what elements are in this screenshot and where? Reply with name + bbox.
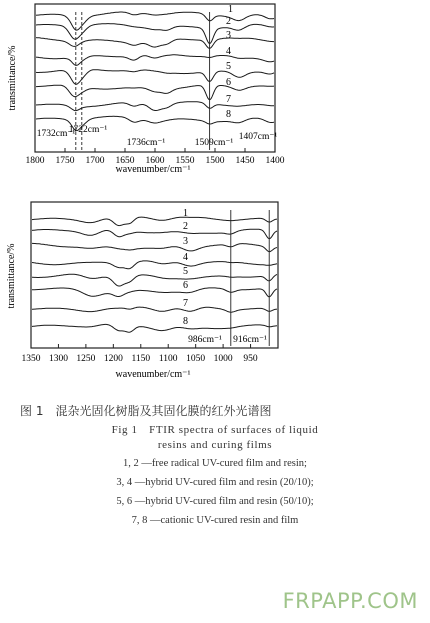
- watermark: FRPAPP.COM: [282, 589, 418, 613]
- spectrum-line-2: [32, 229, 277, 238]
- peak-annotations: [37, 125, 278, 148]
- spectra-series: [36, 12, 274, 131]
- x-axis-label: wavenumber/cm⁻¹: [115, 164, 191, 175]
- peak-annotation: 1732cm⁻¹: [36, 129, 76, 139]
- figure-caption-legend-2: 3, 4 —hybrid UV-cured film and resin (20/10);: [116, 477, 314, 488]
- peak-annotation: 916cm⁻¹: [233, 335, 267, 345]
- curve-label-4: 4: [226, 46, 231, 57]
- peak-annotation: 1407cm⁻¹: [238, 132, 278, 142]
- x-tick-label: 950: [243, 354, 258, 364]
- spectrum-line-7: [32, 307, 277, 312]
- curve-label-2: 2: [183, 221, 188, 232]
- x-tick-label: 1400: [265, 156, 285, 166]
- x-axis-label: wavenumber/cm⁻¹: [115, 369, 191, 380]
- peak-annotation: 1722cm⁻¹: [68, 125, 108, 135]
- spectrum-line-2: [36, 24, 274, 44]
- curve-label-1: 1: [183, 208, 188, 219]
- x-tick-label: 1650: [115, 156, 135, 166]
- spectrum-line-1: [36, 12, 274, 30]
- curve-label-3: 3: [226, 30, 231, 41]
- curve-label-2: 2: [226, 16, 231, 27]
- curve-label-7: 7: [226, 94, 231, 105]
- x-tick-label: 1750: [55, 156, 75, 166]
- x-tick-label: 1450: [235, 156, 255, 166]
- spectrum-line-8: [32, 324, 277, 332]
- curve-label-4: 4: [183, 252, 188, 263]
- figure-caption-title-2: resins and curing films: [157, 439, 273, 451]
- curve-label-5: 5: [226, 61, 231, 72]
- x-tick-label: 1250: [76, 354, 96, 364]
- x-tick-label: 1800: [25, 156, 45, 166]
- curve-label-8: 8: [226, 109, 231, 120]
- curve-label-5: 5: [183, 266, 188, 277]
- spectra-series: [32, 217, 277, 332]
- y-axis-label: transmittance/%: [7, 45, 18, 111]
- ftir-chart-1800-1400: [7, 4, 285, 175]
- x-tick-label: 1300: [48, 354, 68, 364]
- spectrum-line-3: [36, 38, 274, 49]
- figure-caption-zh: 图 1 混杂光固化树脂及其固化膜的红外光谱图: [20, 404, 272, 418]
- figure-caption-legend-3: 5, 6 —hybrid UV-cured film and resin (50/10);: [116, 496, 314, 507]
- curve-label-1: 1: [228, 4, 233, 15]
- x-tick-label: 1100: [158, 354, 178, 364]
- x-tick-label: 1000: [213, 354, 233, 364]
- peak-annotation: 986cm⁻¹: [188, 335, 222, 345]
- spectrum-line-6: [36, 85, 274, 99]
- figure-caption-legend-1: 1, 2 —free radical UV-cured film and resin;: [123, 458, 307, 469]
- peak-annotation: 1736cm⁻¹: [126, 138, 166, 148]
- curve-label-8: 8: [183, 316, 188, 327]
- curve-label-7: 7: [183, 298, 188, 309]
- ftir-chart-1350-900: [6, 202, 278, 380]
- x-tick-label: 1700: [85, 156, 105, 166]
- spectrum-line-4: [36, 55, 274, 66]
- peak-annotations: [188, 335, 267, 345]
- peak-annotation: 1509cm⁻¹: [194, 138, 234, 148]
- y-axis-label: transmittance/%: [6, 243, 17, 309]
- figure-caption-legend-4: 7, 8 —cationic UV-cured resin and film: [131, 515, 299, 526]
- x-tick-label: 1350: [21, 354, 41, 364]
- x-tick-label: 1550: [175, 156, 195, 166]
- curve-labels: [226, 4, 233, 120]
- x-tick-label: 1200: [103, 354, 123, 364]
- x-tick-label: 1150: [131, 354, 151, 364]
- spectrum-line-4: [32, 261, 277, 269]
- spectrum-line-3: [32, 243, 277, 251]
- x-tick-label: 1500: [205, 156, 225, 166]
- curve-label-3: 3: [183, 236, 188, 247]
- curve-label-6: 6: [226, 77, 231, 88]
- spectrum-line-1: [32, 217, 277, 226]
- spectrum-line-6: [32, 288, 277, 297]
- x-tick-label: 1050: [186, 354, 206, 364]
- x-tick-label: 1600: [145, 156, 165, 166]
- spectrum-line-5: [32, 274, 277, 286]
- spectrum-line-5: [36, 70, 274, 85]
- curve-label-6: 6: [183, 280, 188, 291]
- spectrum-line-7: [36, 102, 274, 111]
- figure-caption-title-1: Fig 1 FTIR spectra of surfaces of liquid: [111, 424, 319, 436]
- curve-labels: [183, 208, 188, 327]
- x-axis-ticks: [22, 344, 258, 364]
